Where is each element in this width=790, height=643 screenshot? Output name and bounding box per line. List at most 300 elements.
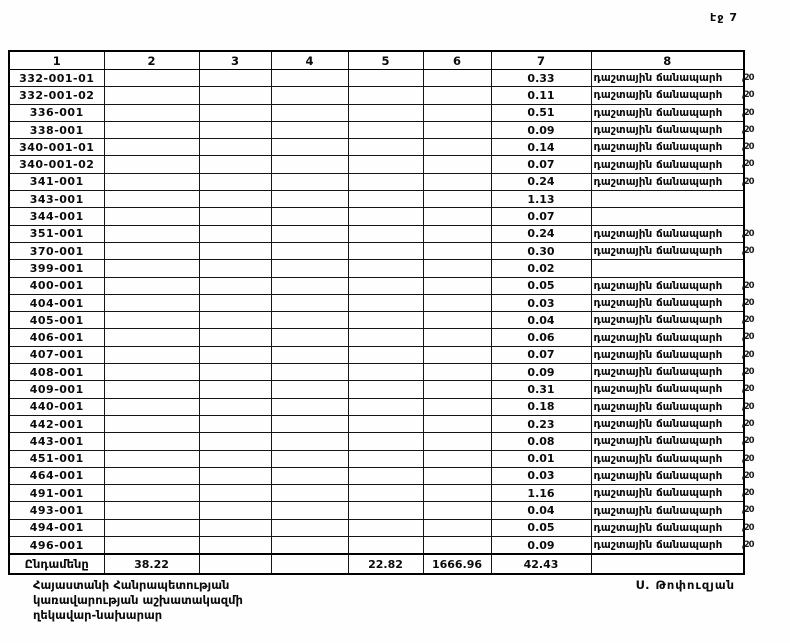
table-header-row (9, 51, 744, 70)
note-overflow-fragment: ,20 (741, 418, 754, 429)
empty-cell (199, 312, 271, 329)
empty-cell (348, 312, 423, 329)
code-cell: 340-001-01 (9, 139, 104, 156)
empty-cell (271, 191, 348, 208)
total-row (9, 554, 744, 574)
column-header: 1 (9, 51, 104, 70)
value-cell: 0.06 (491, 329, 591, 346)
empty-cell (348, 156, 423, 173)
code-cell: 407-001 (9, 346, 104, 363)
empty-cell (348, 519, 423, 536)
empty-cell (348, 294, 423, 311)
empty-cell (104, 121, 199, 138)
empty-cell (271, 173, 348, 190)
note-overflow-fragment: ,20 (741, 522, 754, 533)
code-cell: 344-001 (9, 208, 104, 225)
code-cell: 351-001 (9, 225, 104, 242)
note-cell: դաշտային ճանապարհ ,20 (591, 121, 744, 138)
empty-cell (271, 294, 348, 311)
value-cell: 0.05 (491, 519, 591, 536)
note-overflow-fragment: ,20 (741, 228, 754, 239)
empty-cell (271, 415, 348, 432)
empty-cell (199, 139, 271, 156)
total-label: Ընդամենը (9, 554, 104, 574)
total-col3 (199, 554, 271, 574)
total-col5: 22.82 (348, 554, 423, 574)
empty-cell (271, 467, 348, 484)
empty-cell (271, 121, 348, 138)
code-cell: 332-001-02 (9, 87, 104, 104)
empty-cell (271, 312, 348, 329)
note-cell: դաշտային ճանապարհ ,20 (591, 329, 744, 346)
empty-cell (199, 485, 271, 502)
value-cell: 0.23 (491, 415, 591, 432)
empty-cell (199, 502, 271, 519)
value-cell: 0.07 (491, 346, 591, 363)
note-cell: դաշտային ճանապարհ ,20 (591, 242, 744, 259)
value-cell: 1.16 (491, 485, 591, 502)
note-overflow-fragment: ,20 (741, 176, 754, 187)
table-row (9, 277, 744, 294)
empty-cell (199, 537, 271, 555)
empty-cell (199, 398, 271, 415)
empty-cell (348, 139, 423, 156)
empty-cell (104, 415, 199, 432)
table-row (9, 70, 744, 87)
empty-cell (104, 346, 199, 363)
note-cell (591, 191, 744, 208)
column-header: 4 (271, 51, 348, 70)
empty-cell (104, 364, 199, 381)
empty-cell (423, 502, 491, 519)
table-row (9, 104, 744, 121)
note-cell: դաշտային ճանապարհ ,20 (591, 364, 744, 381)
empty-cell (348, 87, 423, 104)
empty-cell (348, 415, 423, 432)
empty-cell (271, 364, 348, 381)
empty-cell (271, 450, 348, 467)
empty-cell (271, 139, 348, 156)
note-cell: դաշտային ճանապարհ ,20 (591, 70, 744, 87)
note-overflow-fragment: ,20 (741, 142, 754, 153)
code-cell: 442-001 (9, 415, 104, 432)
empty-cell (423, 173, 491, 190)
value-cell: 1.13 (491, 191, 591, 208)
empty-cell (423, 242, 491, 259)
table-row (9, 139, 744, 156)
empty-cell (423, 537, 491, 555)
footer-authority-text (33, 578, 243, 623)
code-cell: 399-001 (9, 260, 104, 277)
note-overflow-fragment: ,20 (741, 384, 754, 395)
code-cell: 343-001 (9, 191, 104, 208)
code-cell: 408-001 (9, 364, 104, 381)
table-row (9, 260, 744, 277)
empty-cell (348, 121, 423, 138)
value-cell: 0.07 (491, 208, 591, 225)
footer-line: կառավարության աշխատակազմի (33, 593, 243, 607)
value-cell: 0.02 (491, 260, 591, 277)
note-cell (591, 208, 744, 225)
note-overflow-fragment: ,20 (741, 73, 754, 83)
table-row (9, 502, 744, 519)
empty-cell (348, 485, 423, 502)
empty-cell (104, 329, 199, 346)
note-cell: դաշտային ճանապարհ ,20 (591, 312, 744, 329)
column-header: 3 (199, 51, 271, 70)
code-cell: 400-001 (9, 277, 104, 294)
empty-cell (199, 70, 271, 87)
empty-cell (348, 277, 423, 294)
code-cell: 340-001-02 (9, 156, 104, 173)
empty-cell (423, 260, 491, 277)
empty-cell (199, 121, 271, 138)
empty-cell (348, 398, 423, 415)
empty-cell (104, 433, 199, 450)
empty-cell (348, 260, 423, 277)
table-row (9, 485, 744, 502)
total-col6: 1666.96 (423, 554, 491, 574)
empty-cell (104, 381, 199, 398)
code-cell: 405-001 (9, 312, 104, 329)
empty-cell (104, 87, 199, 104)
empty-cell (271, 519, 348, 536)
empty-cell (423, 329, 491, 346)
note-overflow-fragment: ,20 (741, 505, 754, 516)
empty-cell (199, 381, 271, 398)
table-row (9, 87, 744, 104)
empty-cell (348, 537, 423, 555)
empty-cell (104, 173, 199, 190)
empty-cell (199, 225, 271, 242)
empty-cell (423, 415, 491, 432)
empty-cell (348, 433, 423, 450)
empty-cell (423, 398, 491, 415)
table-row (9, 450, 744, 467)
table-row (9, 415, 744, 432)
value-cell: 0.11 (491, 87, 591, 104)
empty-cell (271, 70, 348, 87)
empty-cell (199, 277, 271, 294)
empty-cell (199, 364, 271, 381)
note-overflow-fragment: ,20 (741, 488, 754, 499)
note-cell: դաշտային ճանապարհ ,20 (591, 381, 744, 398)
code-cell: 464-001 (9, 467, 104, 484)
table-row (9, 398, 744, 415)
empty-cell (199, 329, 271, 346)
table-row (9, 519, 744, 536)
note-cell: դաշտային ճանապարհ ,20 (591, 502, 744, 519)
empty-cell (348, 242, 423, 259)
empty-cell (199, 87, 271, 104)
note-cell: դաշտային ճանապարհ ,20 (591, 450, 744, 467)
total-col4 (271, 554, 348, 574)
note-cell: դաշտային ճանապարհ ,20 (591, 398, 744, 415)
empty-cell (423, 104, 491, 121)
empty-cell (104, 260, 199, 277)
table-row (9, 208, 744, 225)
note-cell (591, 260, 744, 277)
code-cell: 336-001 (9, 104, 104, 121)
empty-cell (271, 381, 348, 398)
table-row (9, 121, 744, 138)
empty-cell (104, 225, 199, 242)
table-row (9, 381, 744, 398)
empty-cell (199, 208, 271, 225)
empty-cell (423, 294, 491, 311)
empty-cell (423, 191, 491, 208)
column-header: 6 (423, 51, 491, 70)
empty-cell (104, 312, 199, 329)
code-cell: 494-001 (9, 519, 104, 536)
note-overflow-fragment: ,20 (741, 453, 754, 464)
value-cell: 0.31 (491, 381, 591, 398)
value-cell: 0.04 (491, 502, 591, 519)
empty-cell (348, 208, 423, 225)
empty-cell (271, 398, 348, 415)
code-cell: 493-001 (9, 502, 104, 519)
empty-cell (348, 364, 423, 381)
note-cell: դաշտային ճանապարհ ,20 (591, 173, 744, 190)
empty-cell (104, 398, 199, 415)
value-cell: 0.03 (491, 294, 591, 311)
empty-cell (104, 485, 199, 502)
note-overflow-fragment: ,20 (741, 332, 754, 343)
empty-cell (423, 450, 491, 467)
code-cell: 338-001 (9, 121, 104, 138)
column-header: 5 (348, 51, 423, 70)
table-row (9, 191, 744, 208)
note-overflow-fragment: ,20 (741, 124, 754, 135)
empty-cell (271, 537, 348, 555)
empty-cell (104, 70, 199, 87)
empty-cell (199, 104, 271, 121)
empty-cell (423, 87, 491, 104)
empty-cell (423, 70, 491, 87)
empty-cell (423, 433, 491, 450)
table-row (9, 312, 744, 329)
value-cell: 0.30 (491, 242, 591, 259)
note-overflow-fragment: ,20 (741, 349, 754, 360)
note-cell: դաշտային ճանապարհ ,20 (591, 537, 744, 555)
note-cell: դաշտային ճանապարհ ,20 (591, 415, 744, 432)
data-table (8, 50, 754, 575)
note-cell: դաշտային ճանապարհ ,20 (591, 104, 744, 121)
empty-cell (271, 225, 348, 242)
table-row (9, 467, 744, 484)
code-cell: 491-001 (9, 485, 104, 502)
empty-cell (348, 70, 423, 87)
page-number-label: էջ 7 (710, 11, 738, 24)
empty-cell (199, 346, 271, 363)
code-cell: 409-001 (9, 381, 104, 398)
empty-cell (348, 467, 423, 484)
empty-cell (104, 537, 199, 555)
column-header: 8 (591, 51, 744, 70)
value-cell: 0.24 (491, 173, 591, 190)
note-overflow-fragment: ,20 (741, 280, 754, 291)
empty-cell (199, 173, 271, 190)
note-cell: դաշտային ճանապարհ ,20 (591, 156, 744, 173)
value-cell: 0.14 (491, 139, 591, 156)
total-col2: 38.22 (104, 554, 199, 574)
empty-cell (199, 294, 271, 311)
note-overflow-fragment: ,20 (741, 90, 754, 101)
empty-cell (423, 312, 491, 329)
code-cell: 496-001 (9, 537, 104, 555)
empty-cell (271, 485, 348, 502)
empty-cell (348, 173, 423, 190)
empty-cell (104, 277, 199, 294)
value-cell: 0.09 (491, 537, 591, 555)
code-cell: 451-001 (9, 450, 104, 467)
note-cell: դաշտային ճանապարհ ,20 (591, 225, 744, 242)
empty-cell (271, 242, 348, 259)
signature-name: Ս. Թոփուզյան (635, 578, 735, 592)
empty-cell (104, 208, 199, 225)
note-cell: դաշտային ճանապարհ ,20 (591, 294, 744, 311)
value-cell: 0.51 (491, 104, 591, 121)
code-cell: 332-001-01 (9, 70, 104, 87)
note-overflow-fragment: ,20 (741, 436, 754, 447)
footer-line: ղեկավար-նախարար (33, 608, 163, 622)
empty-cell (423, 381, 491, 398)
value-cell: 0.04 (491, 312, 591, 329)
empty-cell (271, 433, 348, 450)
table-row (9, 433, 744, 450)
code-cell: 404-001 (9, 294, 104, 311)
empty-cell (348, 191, 423, 208)
table-row (9, 364, 744, 381)
empty-cell (104, 502, 199, 519)
empty-cell (104, 139, 199, 156)
empty-cell (348, 502, 423, 519)
empty-cell (271, 502, 348, 519)
code-cell: 443-001 (9, 433, 104, 450)
empty-cell (271, 87, 348, 104)
empty-cell (348, 381, 423, 398)
empty-cell (199, 415, 271, 432)
empty-cell (271, 329, 348, 346)
empty-cell (348, 104, 423, 121)
code-cell: 341-001 (9, 173, 104, 190)
empty-cell (104, 242, 199, 259)
empty-cell (271, 208, 348, 225)
empty-cell (271, 260, 348, 277)
empty-cell (199, 467, 271, 484)
empty-cell (199, 260, 271, 277)
note-cell: դաշտային ճանապարհ ,20 (591, 277, 744, 294)
empty-cell (423, 277, 491, 294)
empty-cell (199, 191, 271, 208)
empty-cell (423, 139, 491, 156)
empty-cell (199, 519, 271, 536)
table-row (9, 156, 744, 173)
table-row (9, 329, 744, 346)
value-cell: 0.08 (491, 433, 591, 450)
empty-cell (271, 346, 348, 363)
empty-cell (271, 156, 348, 173)
empty-cell (423, 225, 491, 242)
table-row (9, 242, 744, 259)
table-row (9, 537, 744, 555)
table-row (9, 173, 744, 190)
code-cell: 440-001 (9, 398, 104, 415)
value-cell: 0.01 (491, 450, 591, 467)
empty-cell (271, 277, 348, 294)
empty-cell (199, 450, 271, 467)
value-cell: 0.09 (491, 364, 591, 381)
empty-cell (423, 485, 491, 502)
note-cell: դաշտային ճանապարհ ,20 (591, 87, 744, 104)
empty-cell (104, 294, 199, 311)
empty-cell (423, 467, 491, 484)
value-cell: 0.09 (491, 121, 591, 138)
total-col8 (591, 554, 744, 574)
note-overflow-fragment: ,20 (741, 297, 754, 308)
note-cell: դաշտային ճանապարհ ,20 (591, 519, 744, 536)
empty-cell (348, 450, 423, 467)
table-row (9, 346, 744, 363)
note-overflow-fragment: ,20 (741, 159, 754, 170)
code-cell: 406-001 (9, 329, 104, 346)
note-cell: դաշտային ճանապարհ ,20 (591, 346, 744, 363)
note-overflow-fragment: ,20 (741, 540, 754, 551)
empty-cell (348, 346, 423, 363)
empty-cell (423, 346, 491, 363)
empty-cell (104, 156, 199, 173)
note-overflow-fragment: ,20 (741, 245, 754, 256)
note-cell: դաշտային ճանապարհ ,20 (591, 433, 744, 450)
empty-cell (199, 242, 271, 259)
note-overflow-fragment: ,20 (741, 315, 754, 326)
value-cell: 0.24 (491, 225, 591, 242)
empty-cell (271, 104, 348, 121)
empty-cell (423, 364, 491, 381)
value-cell: 0.07 (491, 156, 591, 173)
empty-cell (199, 433, 271, 450)
empty-cell (104, 450, 199, 467)
note-cell: դաշտային ճանապարհ ,20 (591, 139, 744, 156)
table-row (9, 294, 744, 311)
total-col7: 42.43 (491, 554, 591, 574)
empty-cell (104, 104, 199, 121)
note-overflow-fragment: ,20 (741, 367, 754, 378)
value-cell: 0.05 (491, 277, 591, 294)
note-cell: դաշտային ճանապարհ ,20 (591, 467, 744, 484)
footer-line: Հայաստանի Հանրապետության (33, 578, 230, 592)
code-cell: 370-001 (9, 242, 104, 259)
note-cell: դաշտային ճանապարհ ,20 (591, 485, 744, 502)
empty-cell (348, 225, 423, 242)
table-row (9, 225, 744, 242)
empty-cell (104, 191, 199, 208)
empty-cell (199, 156, 271, 173)
empty-cell (423, 156, 491, 173)
empty-cell (423, 519, 491, 536)
column-header: 7 (491, 51, 591, 70)
note-overflow-fragment: ,20 (741, 470, 754, 481)
table-body (9, 70, 754, 555)
note-overflow-fragment: ,20 (741, 401, 754, 412)
empty-cell (104, 519, 199, 536)
empty-cell (348, 329, 423, 346)
value-cell: 0.33 (491, 70, 591, 87)
value-cell: 0.18 (491, 398, 591, 415)
empty-cell (423, 121, 491, 138)
value-cell: 0.03 (491, 467, 591, 484)
empty-cell (104, 467, 199, 484)
